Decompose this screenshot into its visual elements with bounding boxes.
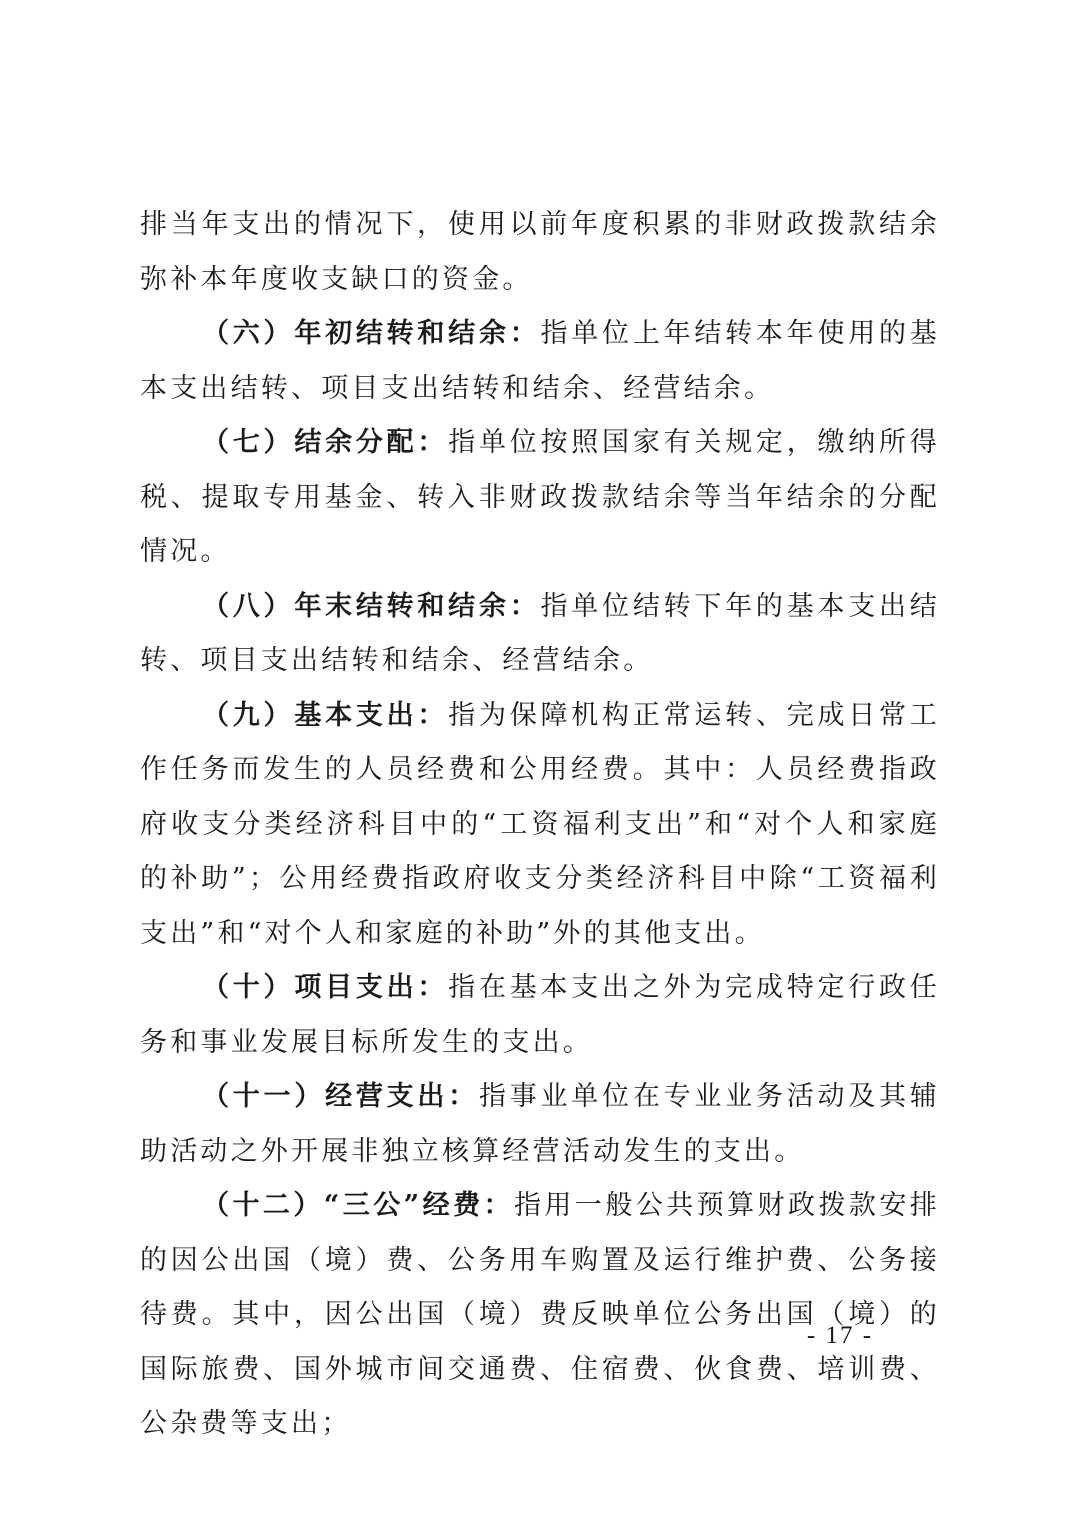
paragraph-text: 指为保障机构正常运转、完成日常工作任务而发生的人员经费和公用经费。其中：人员经费指政府收支分类经济科目中的“工资福利支出”和“对个人和家庭的补助”；公用经费指政府收支分类经济科目中除“工资福利支出”和“对个人和家庭的补助”外的其他支出。	[140, 699, 940, 949]
paragraph-year-end-carryover	[140, 580, 940, 689]
body-text	[140, 198, 940, 1452]
paragraph-text: 指单位按照国家有关规定，缴纳所得税、提取专用基金、转入非财政拨款结余等当年结余的分配情况。	[140, 427, 940, 567]
page-number: - 17 -	[806, 1322, 874, 1349]
paragraph-term: （八）年末结转和结余：	[202, 590, 541, 622]
paragraph-term: （六）年初结转和结余：	[202, 318, 541, 349]
paragraph-term: （十二）“三公”经费：	[202, 1190, 514, 1221]
paragraph-term: （十一）经营支出：	[202, 1081, 479, 1112]
paragraph-term: （九）基本支出：	[202, 699, 449, 731]
paragraph-continuation	[140, 198, 940, 307]
paragraph-year-start-carryover	[140, 307, 940, 416]
paragraph-operating-expenditure	[140, 1070, 940, 1179]
paragraph-text: 指事业单位在专业业务活动及其辅助活动之外开展非独立核算经营活动发生的支出。	[140, 1081, 940, 1167]
paragraph-surplus-distribution	[140, 416, 940, 580]
paragraph-term: （七）结余分配：	[202, 427, 449, 458]
paragraph-text: 指在基本支出之外为完成特定行政任务和事业发展目标所发生的支出。	[140, 972, 940, 1058]
paragraph-text: 指单位上年结转本年使用的基本支出结转、项目支出结转和结余、经营结余。	[140, 318, 940, 404]
paragraph-text: 指单位结转下年的基本支出结转、项目支出结转和结余、经营结余。	[140, 590, 940, 676]
paragraph-basic-expenditure	[140, 689, 940, 962]
paragraph-text: 排当年支出的情况下，使用以前年度积累的非财政拨款结余弥补本年度收支缺口的资金。	[140, 209, 940, 295]
paragraph-term: （十）项目支出：	[202, 972, 449, 1003]
paragraph-text: 指用一般公共预算财政拨款安排的因公出国（境）费、公务用车购置及运行维护费、公务接待费。其中，因公出国（境）费反映单位公务出国（境）的国际旅费、国外城市间交通费、住宿费、伙食费、培训费、公杂费等支出；	[140, 1190, 940, 1439]
paragraph-three-public-expenses	[140, 1179, 940, 1452]
paragraph-project-expenditure	[140, 961, 940, 1070]
